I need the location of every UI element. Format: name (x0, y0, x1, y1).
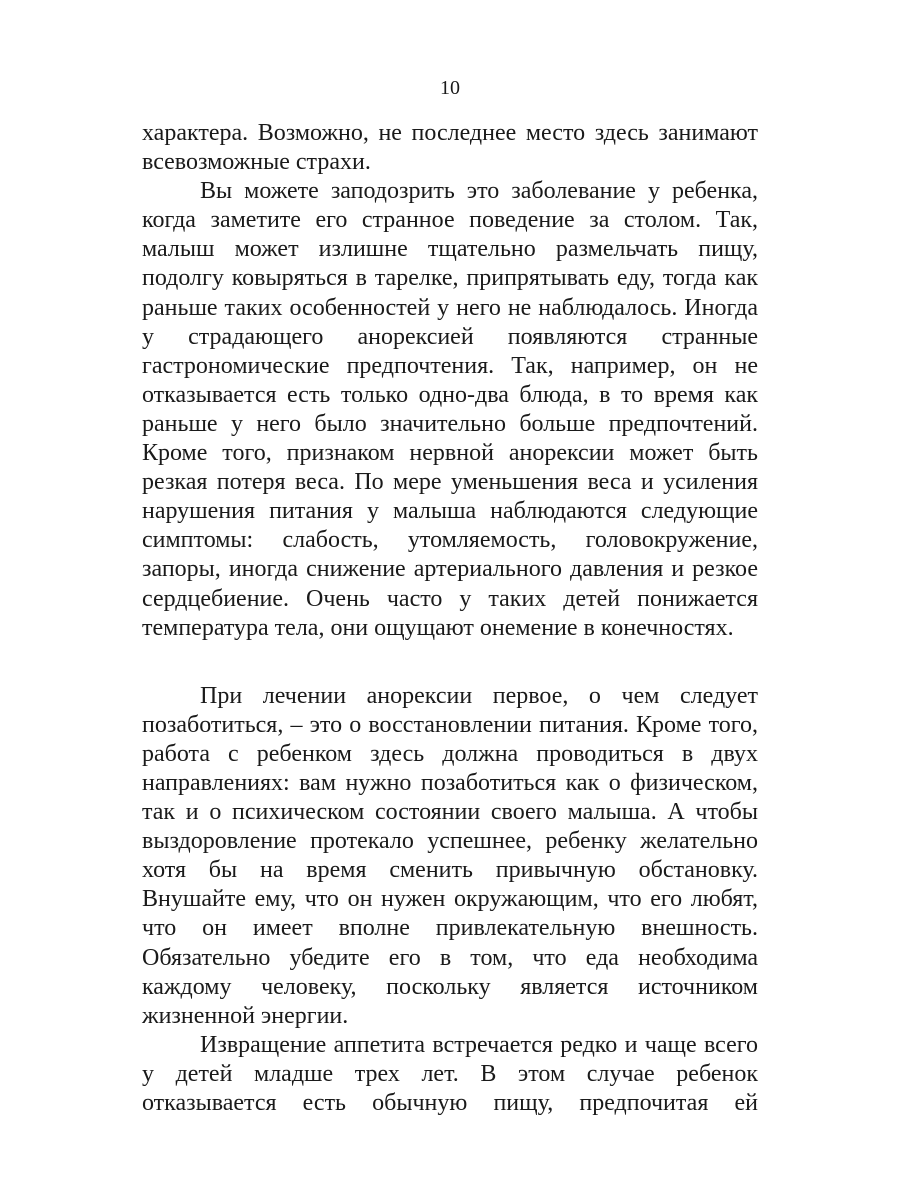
text-line: всевозможные страхи. (142, 149, 371, 176)
text-line: При лечении анорексии первое, о чем следует (200, 682, 758, 709)
text-line: нарушения питания у малыша наблюдаются следующие (142, 498, 758, 525)
text-line: Внушайте ему, что он нужен окружающим, что его любят, (142, 886, 758, 913)
text-line: запоры, иногда снижение артериального давления и резкое (142, 556, 758, 583)
text-line: резкая потеря веса. По мере уменьшения веса и усиления (142, 469, 758, 496)
text-line: когда заметите его странное поведение за столом. Так, (142, 207, 758, 234)
text-line: отказывается есть обычную пищу, предпочитая ей (142, 1090, 758, 1116)
text-line: Кроме того, признаком нервной анорексии может быть (142, 440, 758, 467)
text-line: что он имеет вполне привлекательную внешность. (142, 915, 758, 942)
text-line: направлениях: вам нужно позаботиться как о физическом, (142, 769, 758, 796)
paragraph-2 (142, 177, 758, 643)
paragraph-4 (142, 1031, 758, 1118)
text-line: характера. Возможно, не последнее место здесь занимают (142, 120, 758, 146)
text-line: гастрономические предпочтения. Так, например, он не (142, 352, 758, 379)
paragraph-gap (142, 643, 758, 682)
text-line: работа с ребенком здесь должна проводиться в двух (142, 740, 758, 767)
page-number: 10 (440, 77, 460, 99)
text-line: раньше у него было значительно больше предпочтений. (142, 410, 758, 437)
text-line: Извращение аппетита встречается редко и чаще всего (200, 1031, 758, 1058)
body-text (142, 119, 758, 1118)
paragraph-3 (142, 682, 758, 1031)
text-line: раньше таких особенностей у него не наблюдалось. Иногда (142, 294, 758, 321)
text-line: выздоровление протекало успешнее, ребенку желательно (142, 828, 758, 855)
text-line: хотя бы на время сменить привычную обстановку. (142, 857, 758, 884)
text-line: у детей младше трех лет. В этом случае ребенок (142, 1060, 758, 1087)
text-line: подолгу ковыряться в тарелке, припрятывать еду, тогда как (142, 265, 758, 292)
text-line: малыш может излишне тщательно размельчать пищу, (142, 236, 758, 263)
text-line: так и о психическом состоянии своего малыша. А чтобы (142, 799, 758, 826)
text-line: симптомы: слабость, утомляемость, головокружение, (142, 527, 758, 554)
text-line: позаботиться, – это о восстановлении питания. Кроме того, (142, 711, 758, 738)
text-line: жизненной энергии. (142, 1002, 349, 1029)
text-line: Обязательно убедите его в том, что еда необходима (142, 944, 758, 971)
text-line: каждому человеку, поскольку является источником (142, 973, 758, 1000)
paragraph-1 (142, 119, 758, 177)
text-line: отказывается есть только одно-два блюда, в то время как (142, 381, 758, 408)
text-line: у страдающего анорексией появляются странные (142, 323, 758, 350)
text-line: Вы можете заподозрить это заболевание у ребенка, (200, 178, 758, 205)
text-line: сердцебиение. Очень часто у таких детей понижается (142, 585, 758, 612)
text-line: температура тела, они ощущают онемение в конечностях. (142, 614, 734, 641)
